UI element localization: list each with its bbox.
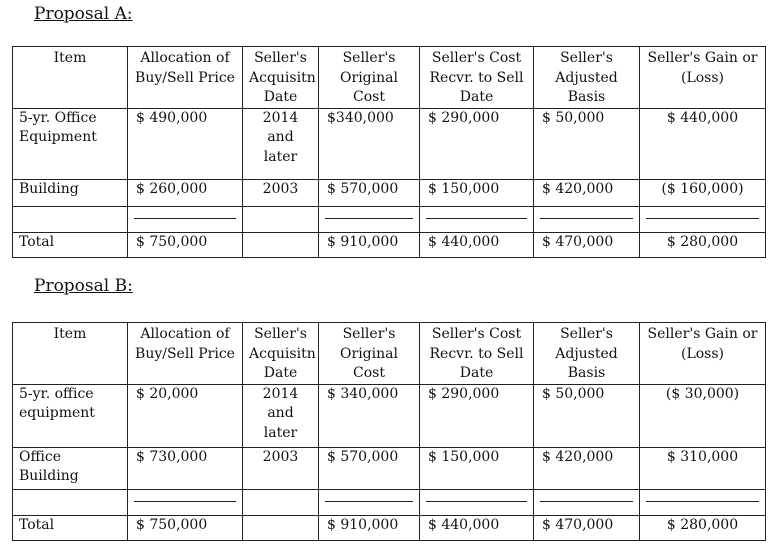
header-original-cost: Seller's Original Cost [319, 47, 420, 109]
cell-allocation: $ 490,000 [128, 108, 243, 179]
cell-acquisition-date [243, 515, 319, 540]
divider [325, 218, 413, 219]
proposal-b-title: Proposal B: [34, 276, 133, 296]
header-acquisition-date: Seller's Acquisitn Date [243, 47, 319, 109]
cell-original-cost: $ 570,000 [319, 179, 420, 206]
cell-acquisition-date: 2014 and later [243, 384, 319, 447]
cell-gain-loss: ($ 30,000) [640, 384, 766, 447]
cell-acquisition-date: 2014 and later [243, 108, 319, 179]
cell-cost-recovery: $ 440,000 [420, 232, 534, 257]
cell-original-cost: $ 570,000 [319, 447, 420, 489]
divider [325, 501, 413, 502]
table-header-row [13, 323, 766, 385]
subtotal-rule-row [13, 206, 766, 232]
cell-cost-recovery: $ 290,000 [420, 108, 534, 179]
table-row [13, 384, 766, 447]
rule-cell [534, 206, 640, 232]
proposal-b-table [12, 322, 766, 541]
rule-cell [13, 489, 128, 515]
rule-cell [319, 489, 420, 515]
subtotal-rule-row [13, 489, 766, 515]
table-row [13, 179, 766, 206]
rule-cell [128, 206, 243, 232]
cell-allocation: $ 750,000 [128, 232, 243, 257]
divider [540, 501, 633, 502]
divider [540, 218, 633, 219]
divider [426, 218, 527, 219]
cell-cost-recovery: $ 290,000 [420, 384, 534, 447]
cell-allocation: $ 750,000 [128, 515, 243, 540]
cell-gain-loss: ($ 160,000) [640, 179, 766, 206]
header-item: Item [13, 323, 128, 385]
cell-acquisition-date [243, 232, 319, 257]
rule-cell [420, 489, 534, 515]
divider [426, 501, 527, 502]
cell-cost-recovery: $ 150,000 [420, 179, 534, 206]
divider [646, 218, 759, 219]
cell-gain-loss: $ 310,000 [640, 447, 766, 489]
header-gain-loss: Seller's Gain or (Loss) [640, 47, 766, 109]
rule-cell [420, 206, 534, 232]
cell-acquisition-date: 2003 [243, 447, 319, 489]
cell-allocation: $ 20,000 [128, 384, 243, 447]
proposal-a-title: Proposal A: [34, 4, 133, 24]
cell-adjusted-basis: $ 50,000 [534, 108, 640, 179]
rule-cell [640, 206, 766, 232]
header-adjusted-basis: Seller's Adjusted Basis [534, 323, 640, 385]
cell-gain-loss: $ 280,000 [640, 232, 766, 257]
header-cost-recovery: Seller's Cost Recvr. to Sell Date [420, 47, 534, 109]
cell-item: Office Building [13, 447, 128, 489]
cell-cost-recovery: $ 440,000 [420, 515, 534, 540]
rule-cell [243, 489, 319, 515]
cell-cost-recovery: $ 150,000 [420, 447, 534, 489]
proposal-a-table [12, 46, 766, 258]
cell-acquisition-date: 2003 [243, 179, 319, 206]
rule-cell [243, 206, 319, 232]
cell-adjusted-basis: $ 470,000 [534, 515, 640, 540]
cell-adjusted-basis: $ 420,000 [534, 447, 640, 489]
table-row [13, 108, 766, 179]
cell-allocation: $ 730,000 [128, 447, 243, 489]
cell-adjusted-basis: $ 470,000 [534, 232, 640, 257]
cell-item: Total [13, 232, 128, 257]
cell-original-cost: $ 910,000 [319, 232, 420, 257]
cell-allocation: $ 260,000 [128, 179, 243, 206]
header-adjusted-basis: Seller's Adjusted Basis [534, 47, 640, 109]
cell-gain-loss: $ 280,000 [640, 515, 766, 540]
cell-item: 5-yr. Office Equipment [13, 108, 128, 179]
rule-cell [319, 206, 420, 232]
cell-original-cost: $340,000 [319, 108, 420, 179]
cell-adjusted-basis: $ 50,000 [534, 384, 640, 447]
divider [134, 218, 236, 219]
header-acquisition-date: Seller's Acquisitn Date [243, 323, 319, 385]
rule-cell [13, 206, 128, 232]
header-original-cost: Seller's Original Cost [319, 323, 420, 385]
cell-gain-loss: $ 440,000 [640, 108, 766, 179]
cell-original-cost: $ 340,000 [319, 384, 420, 447]
divider [134, 501, 236, 502]
table-row [13, 447, 766, 489]
cell-item: Total [13, 515, 128, 540]
header-gain-loss: Seller's Gain or (Loss) [640, 323, 766, 385]
total-row [13, 232, 766, 257]
rule-cell [640, 489, 766, 515]
header-cost-recovery: Seller's Cost Recvr. to Sell Date [420, 323, 534, 385]
total-row [13, 515, 766, 540]
header-allocation: Allocation of Buy/Sell Price [128, 323, 243, 385]
cell-item: 5-yr. office equipment [13, 384, 128, 447]
cell-adjusted-basis: $ 420,000 [534, 179, 640, 206]
rule-cell [128, 489, 243, 515]
header-allocation: Allocation of Buy/Sell Price [128, 47, 243, 109]
table-header-row [13, 47, 766, 109]
divider [646, 501, 759, 502]
header-item: Item [13, 47, 128, 109]
rule-cell [534, 489, 640, 515]
cell-original-cost: $ 910,000 [319, 515, 420, 540]
cell-item: Building [13, 179, 128, 206]
